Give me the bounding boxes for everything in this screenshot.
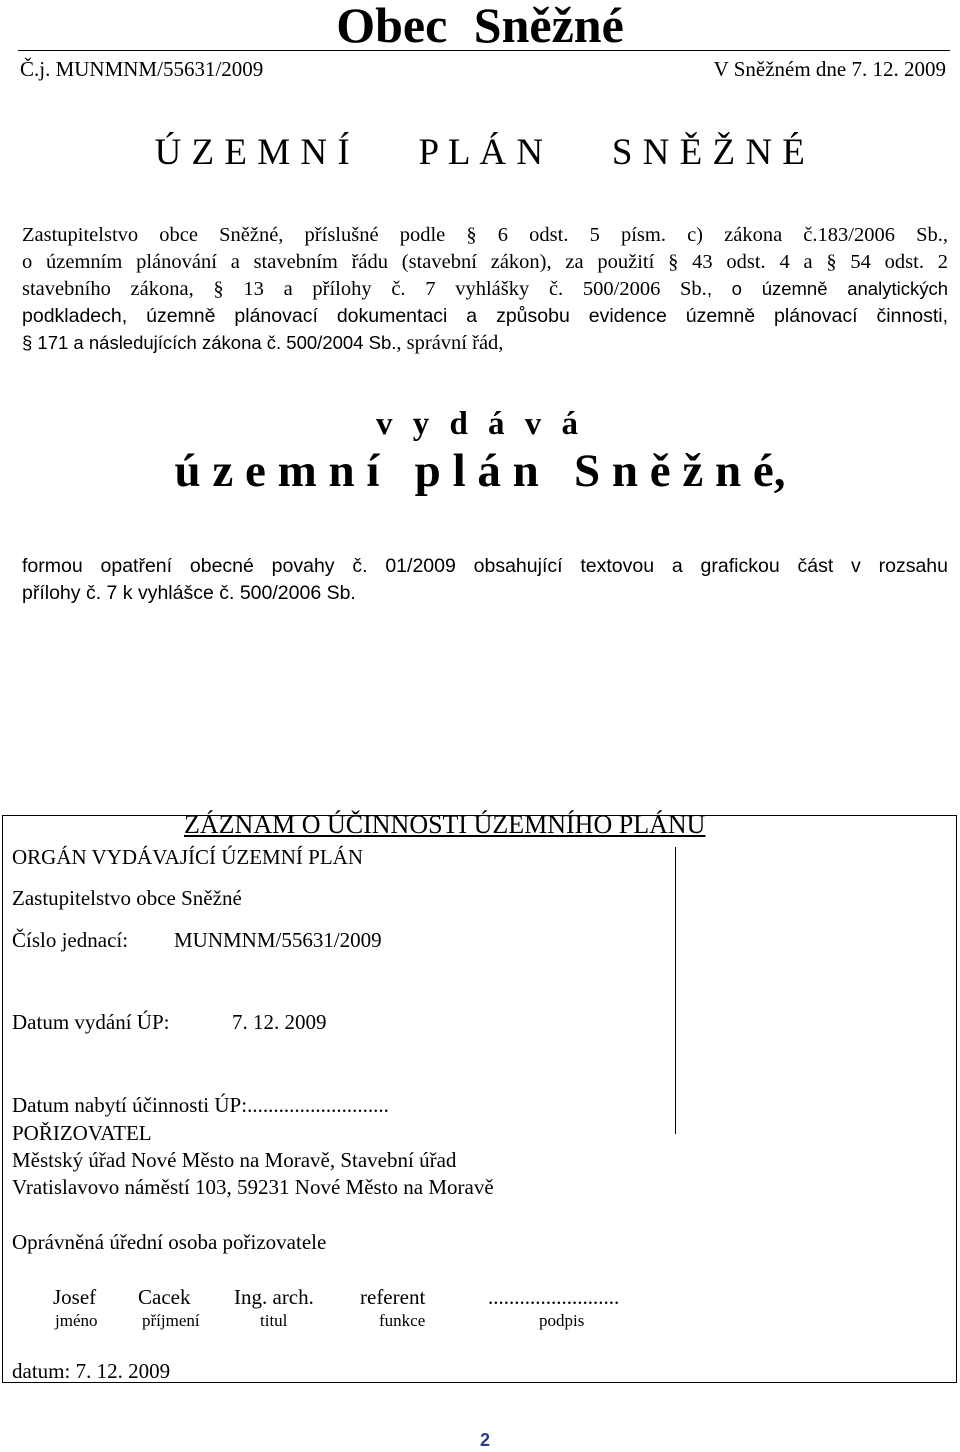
plan-title: [0, 131, 960, 174]
formou-line-1: formou opatření obecné povahy č. 01/2009 obsahující textovou a grafickou část v rozsahu: [22, 555, 948, 577]
intro-line-3-sans: , o územně analytických: [706, 278, 948, 299]
person-first-name: Josef: [53, 1285, 97, 1309]
intro-line-3: stavebního zákona, § 13 a přílohy č. 7 vyhlášky č. 500/2006 Sb., o územně analytických: [22, 278, 948, 300]
organ-label: ORGÁN VYDÁVAJÍCÍ ÚZEMNÍ PLÁN: [12, 845, 363, 869]
porizovatel-office: Městský úřad Nové Město na Moravě, Stavební úřad: [12, 1148, 457, 1172]
place-date: V Sněžném dne 7. 12. 2009: [713, 57, 946, 81]
page-number: 2: [479, 1430, 490, 1450]
cislo-jednaci-label: Číslo jednací:: [12, 928, 129, 952]
plan-big-heading: ú z e m n í p l á n S n ě ž n é,: [174, 445, 786, 497]
datum-nabyti-ucinnosti: Datum nabytí účinnosti ÚP:...........................: [12, 1093, 389, 1117]
porizovatel-label: POŘIZOVATEL: [12, 1121, 152, 1145]
record-title: ZÁZNAM O ÚČINNOSTI ÚZEMNÍHO PLÁNU: [184, 810, 706, 839]
datum-vydani-value: 7. 12. 2009: [232, 1010, 327, 1034]
page-title: Obec Sněžné: [336, 0, 624, 53]
record-box-divider: [675, 847, 676, 1134]
formou-line-2: přílohy č. 7 k vyhlášce č. 500/2006 Sb.: [22, 582, 356, 604]
caption-funkce: funkce: [379, 1311, 426, 1330]
person-signature: .........................: [488, 1285, 620, 1309]
record-date: datum: 7. 12. 2009: [12, 1359, 171, 1383]
intro-line-2: o územním plánování a stavebním řádu (stavební zákon), za použití § 43 odst. 4 a § 54 odst. 2: [22, 251, 948, 273]
vydava-heading: v y d á v á: [375, 406, 585, 442]
plan-title-word: Ú Z E M N Í: [154, 132, 351, 173]
caption-titul: titul: [260, 1311, 288, 1330]
intro-line-5-sans: § 171 a následujících zákona č. 500/2004 Sb.: [22, 332, 397, 353]
person-function: referent: [360, 1285, 426, 1309]
intro-line-5-serif: , správní řád,: [396, 332, 504, 354]
cislo-jednaci-value: MUNMNM/55631/2009: [174, 928, 382, 952]
intro-line-1: Zastupitelstvo obce Sněžné, příslušné podle § 6 odst. 5 písm. c) zákona č.183/2006 Sb.,: [22, 224, 948, 246]
person-title: Ing. arch.: [234, 1285, 314, 1309]
datum-vydani-label: Datum vydání ÚP:: [12, 1010, 170, 1034]
header-rule: [18, 50, 950, 51]
organ-name: Zastupitelstvo obce Sněžné: [12, 886, 242, 910]
caption-prijmeni: příjmení: [142, 1311, 200, 1330]
plan-title-word: P L Á N: [418, 132, 544, 173]
caption-podpis: podpis: [539, 1311, 585, 1330]
porizovatel-address: Vratislavovo náměstí 103, 59231 Nové Město na Moravě: [12, 1175, 494, 1199]
intro-line-5: [22, 332, 503, 355]
opravnena-osoba: Oprávněná úřední osoba pořizovatele: [12, 1230, 327, 1254]
person-last-name: Cacek: [138, 1285, 191, 1309]
reference-number: Č.j. MUNMNM/55631/2009: [20, 57, 264, 81]
plan-title-word: S N Ě Ž N É: [611, 132, 806, 173]
caption-jmeno: jméno: [55, 1311, 98, 1330]
intro-line-4: podkladech, územně plánovací dokumentaci a způsobu evidence územně plánovací činnosti,: [22, 305, 948, 327]
